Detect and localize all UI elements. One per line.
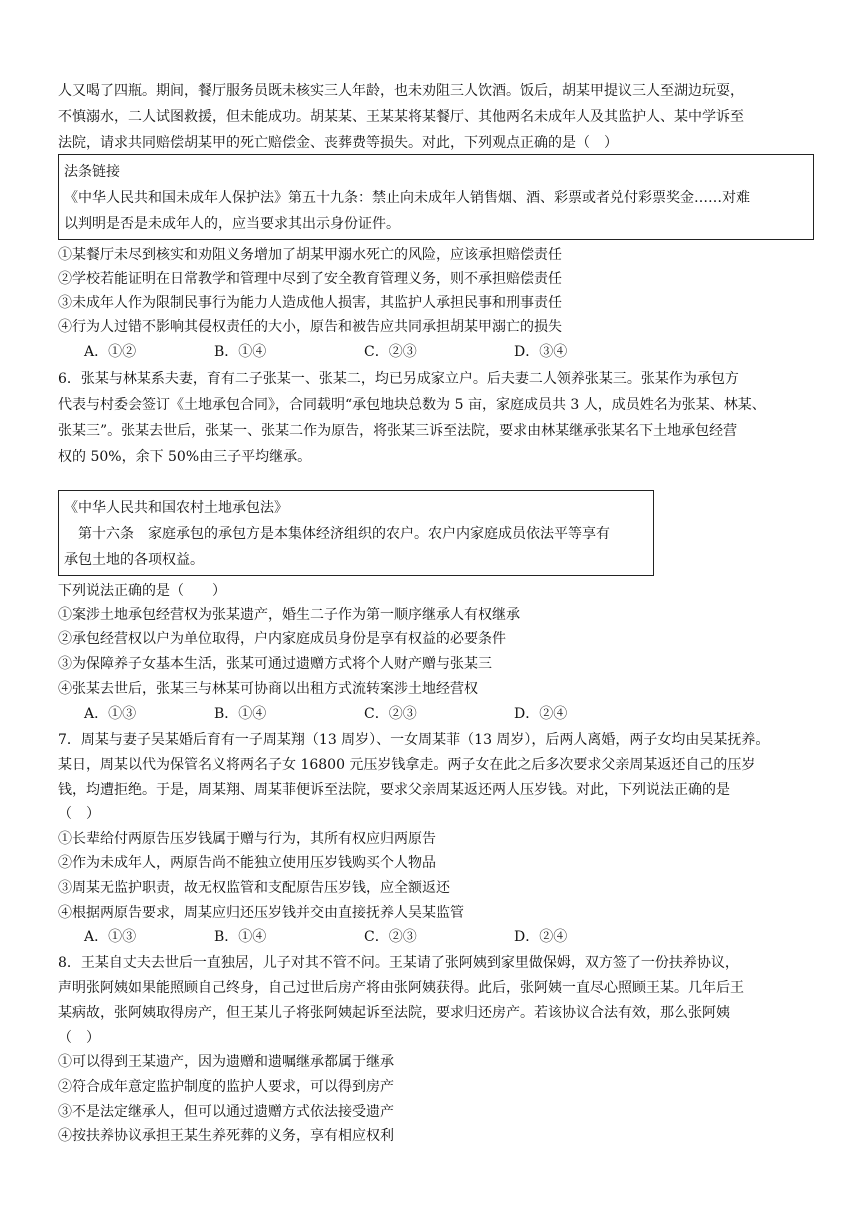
- q7-item-1: ①长辈给付两原告压岁钱属于赠与行为，其所有权应归两原告: [58, 831, 436, 847]
- q8-item-4: ④按扶养协议承担王某生养死葬的义务，享有相应权利: [58, 1128, 394, 1144]
- q6-question: 下列说法正确的是（ ）: [58, 583, 226, 599]
- q6-option-d: D．②④: [514, 706, 568, 722]
- q5-law-box-line-1: 《中华人民共和国未成年人保护法》第五十九条：禁止向未成年人销售烟、酒、彩票或者兑付彩票奖金……对难: [64, 190, 750, 206]
- q5-law-box-title: 法条链接: [64, 164, 120, 180]
- q6-stem-line-1: 6．张某与林某系夫妻，育有二子张某一、张某二，均已另成家立户。后夫妻二人领养张某三。张某作为承包方: [58, 371, 739, 387]
- q8-stem-line-2: 声明张阿姨如果能照顾自己终身，自己过世后房产将由张阿姨获得。此后，张阿姨一直尽心照顾王某。几年后王: [58, 980, 744, 996]
- q5-item-1: ①某餐厅未尽到核实和劝阻义务增加了胡某甲溺水死亡的风险，应该承担赔偿责任: [58, 247, 562, 263]
- q6-stem-line-2: 代表与村委会签订《土地承包合同》，合同载明“承包地块总数为 5 亩，家庭成员共 3 人，成员姓名为张某、林某、: [58, 397, 766, 413]
- q7-option-d: D．②④: [514, 929, 568, 945]
- q6-option-b: B．①④: [214, 706, 267, 722]
- q7-option-a: A．①③: [84, 929, 137, 945]
- q6-item-4: ④张某去世后，张某三与林某可协商以出租方式流转案涉土地经营权: [58, 681, 478, 697]
- q5-option-a: A．①②: [84, 344, 137, 360]
- q6-law-box-title: 《中华人民共和国农村土地承包法》: [64, 500, 288, 516]
- q5-option-d: D．③④: [514, 344, 568, 360]
- q6-item-1: ①案涉土地承包经营权为张某遗产，婚生二子作为第一顺序继承人有权继承: [58, 607, 520, 623]
- q5-item-3: ③未成年人作为限制民事行为能力人造成他人损害，其监护人承担民事和刑事责任: [58, 295, 562, 311]
- q8-stem-line-1: 8．王某自丈夫去世后一直独居，儿子对其不管不问。王某请了张阿姨到家里做保姆，双方签了一份扶养协议，: [58, 955, 739, 971]
- q5-intro-line-2: 不慎溺水，二人试图救援，但未能成功。胡某某、王某某将某餐厅、其他两名未成年人及其监护人、某中学诉至: [58, 109, 744, 125]
- q6-option-a: A．①③: [84, 706, 137, 722]
- q6-law-box-line-2: 承包土地的各项权益。: [64, 552, 204, 568]
- q5-option-c: C．②③: [364, 344, 417, 360]
- q6-stem-line-4: 权的 50%，余下 50%由三子平均继承。: [58, 449, 312, 465]
- q6-item-3: ③为保障养子女基本生活，张某可通过遗赠方式将个人财产赠与张某三: [58, 656, 492, 672]
- q6-law-box-line-1: 第十六条 家庭承包的承包方是本集体经济组织的农户。农户内家庭成员依法平等享有: [64, 526, 610, 542]
- q7-option-b: B．①④: [214, 929, 267, 945]
- q6-item-2: ②承包经营权以户为单位取得，户内家庭成员身份是享有权益的必要条件: [58, 631, 506, 647]
- q7-option-c: C．②③: [364, 929, 417, 945]
- q5-law-box-line-2: 以判明是否是未成年人的，应当要求其出示身份证件。: [64, 216, 400, 232]
- q5-intro-line-3: 法院，请求共同赔偿胡某甲的死亡赔偿金、丧葬费等损失。对此，下列观点正确的是（ ）: [58, 135, 618, 151]
- q7-item-2: ②作为未成年人，两原告尚不能独立使用压岁钱购买个人物品: [58, 855, 436, 871]
- q8-item-1: ①可以得到王某遗产，因为遗赠和遗嘱继承都属于继承: [58, 1054, 394, 1070]
- q6-option-c: C．②③: [364, 706, 417, 722]
- q7-item-4: ④根据两原告要求，周某应归还压岁钱并交由直接抚养人吴某监管: [58, 905, 464, 921]
- q5-intro-line-1: 人又喝了四瓶。期间，餐厅服务员既未核实三人年龄，也未劝阻三人饮酒。饭后，胡某甲提议三人至湖边玩耍，: [58, 83, 744, 99]
- q7-stem-line-2: 某日，周某以代为保管名义将两名子女 16800 元压岁钱拿走。两子女在此之后多次要求父亲周某返还自己的压岁: [58, 757, 756, 773]
- q7-item-3: ③周某无监护职责，故无权监管和支配原告压岁钱，应全额返还: [58, 880, 450, 896]
- q6-stem-line-3: 张某三”。张某去世后，张某一、张某二作为原告，将张某三诉至法院，要求由林某继承张某名下土地承包经营: [58, 423, 738, 439]
- q5-item-4: ④行为人过错不影响其侵权责任的大小，原告和被告应共同承担胡某甲溺亡的损失: [58, 319, 562, 335]
- q5-item-2: ②学校若能证明在日常教学和管理中尽到了安全教育管理义务，则不承担赔偿责任: [58, 271, 562, 287]
- q7-stem-line-1: 7．周某与妻子吴某婚后育有一子周某翔（13 周岁）、一女周某菲（13 周岁），后两人离婚，两子女均由吴某抚养。: [58, 732, 770, 748]
- q8-item-3: ③不是法定继承人，但可以通过遗赠方式依法接受遗产: [58, 1104, 394, 1120]
- q8-stem-line-4: （ ）: [58, 1030, 100, 1046]
- q5-option-b: B．①④: [214, 344, 267, 360]
- q8-item-2: ②符合成年意定监护制度的监护人要求，可以得到房产: [58, 1079, 394, 1095]
- q7-stem-line-3: 钱，均遭拒绝。于是，周某翔、周某菲便诉至法院，要求父亲周某返还两人压岁钱。对此，下列说法正确的是: [58, 782, 730, 798]
- q7-stem-line-4: （ ）: [58, 806, 100, 822]
- q8-stem-line-3: 某病故，张阿姨取得房产，但王某儿子将张阿姨起诉至法院，要求归还房产。若该协议合法有效，那么张阿姨: [58, 1005, 730, 1021]
